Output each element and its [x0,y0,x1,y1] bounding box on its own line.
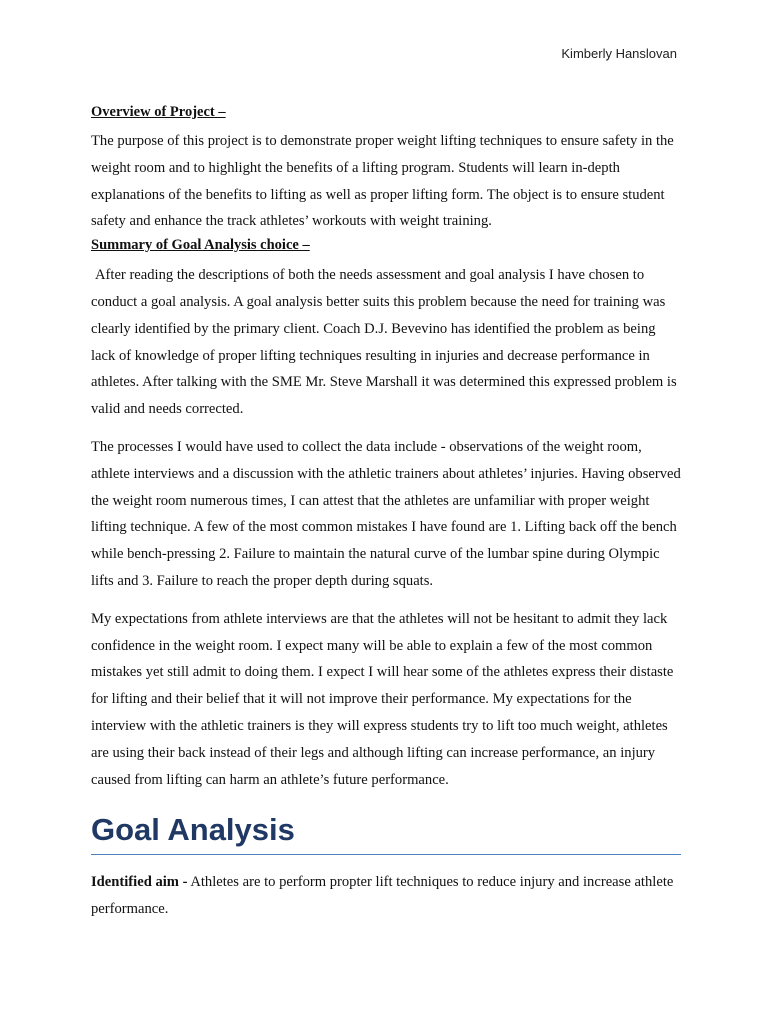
summary-heading: Summary of Goal Analysis choice – [91,237,310,254]
header-author: Kimberly Hanslovan [561,46,677,61]
identified-aim [91,869,681,923]
overview-paragraph: The purpose of this project is to demonstrate proper weight lifting techniques to ensure safety in the weight room and to highlight the benefits of a lifting program. Students will learn in-depth explanations of the benefits to lifting as well as proper lifting form. The object is to ensure student safety and enhance the track athletes’ workouts with weight training. [91,133,674,230]
summary-paragraph-3: My expectations from athlete interviews are that the athletes will not be hesitant to admit they lack confidence in the weight room. I expect many will be able to explain a few of the most common mistakes yet still admit to doing them. I expect I will hear some of the athletes express their distaste for lifting and their belief that it will not improve their performance. My expectations for the interview with the athletic trainers is they will express students try to lift too much weight, athletes are using their back instead of their legs and although lifting can increase performance, an injury caused from lifting can harm an athlete’s future performance. [91,610,674,788]
summary-paragraph-1: After reading the descriptions of both the needs assessment and goal analysis I have chosen to conduct a goal analysis. A goal analysis better suits this problem because the need for training was clearly identified by the primary client. Coach D.J. Bevevino has identified the problem as being lack of knowledge of proper lifting techniques resulting in injuries and decrease performance in athletes. After talking with the SME Mr. Steve Marshall it was determined this expressed problem is valid and needs corrected. [91,267,677,418]
goal-analysis-title: Goal Analysis [91,810,681,855]
overview-heading: Overview of Project – [91,104,226,120]
identified-aim-text: Athletes are to perform propter lift techniques to reduce injury and increase athlete performance. [91,874,674,918]
document-body [91,92,681,923]
identified-aim-label: Identified aim - [91,874,188,891]
summary-paragraph-2: The processes I would have used to collect the data include - observations of the weight room, athlete interviews and a discussion with the athletic trainers about athletes’ injuries. Having observed the weight room numerous times, I can attest that the athletes are unfamiliar with proper weight lifting technique. A few of the most common mistakes I have found are 1. Lifting back off the bench while bench-pressing 2. Failure to maintain the natural curve of the lumbar spine during Olympic lifts and 3. Failure to reach the proper depth during squats. [91,438,681,589]
